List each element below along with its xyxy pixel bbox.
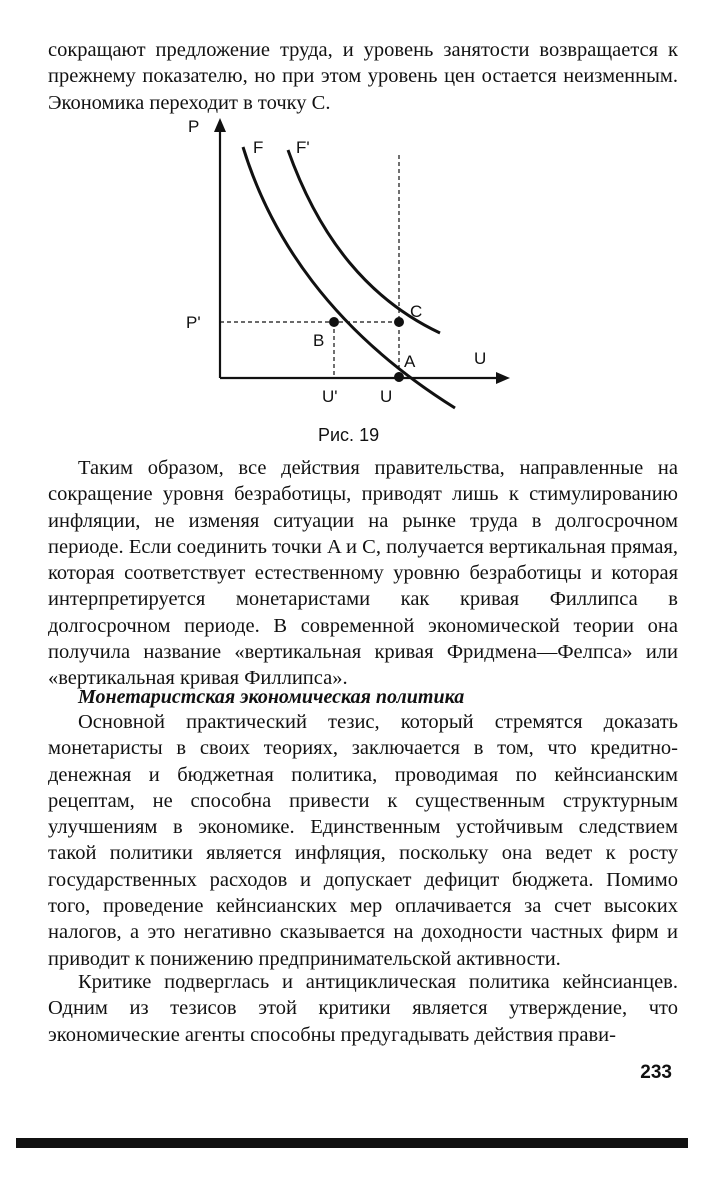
point-b-marker [329, 317, 339, 327]
paragraph-last: Критике подверглась и антициклическая политика кейнсианцев. Одним из тезисов этой критики является утверждение, что экономические агенты способны предугадывать действия прави- [48, 971, 678, 1046]
y-axis-arrow [214, 118, 226, 132]
paragraph-top: сокращают предложение труда, и уровень занятости возвращается к прежнему показателю, но при этом уровень цен остается неизменным. Экономика переходит в точку C. [48, 39, 678, 114]
x-axis-arrow [496, 372, 510, 384]
phillips-curve-figure [0, 0, 722, 450]
point-c-marker [394, 317, 404, 327]
paragraph-section: Основной практический тезис, который стремятся доказать монетаристы в своих теориях, заключается в том, что кредитно-денежная и бюджетная политика, проводимая по кейнсианским рецептам, не способна привести к существенным структурным улучшениям в экономике. Единственным устойчивым следствием такой политики является инфляция, поскольку она ведет к росту государственных расходов и допускает дефицит бюджета. Помимо того, проведение кейнсианских мер оплачивается за счет высоких налогов, а это негативно сказывается на доходности частных фирм и приводит к понижению предпринимательской активности. [48, 711, 678, 970]
paragraph-after-figure: Таким образом, все действия правительства, направленные на сокращение уровня безработицы, приводят лишь к стимулированию инфляции, не изменяя ситуации на рынке труда в долгосрочном периоде. Если соединить точки A и C, получается вертикальная прямая, которая соответствует естественному уровню безработицы и которая интерпретируется монетаристами как кривая Филлипса в долгосрочном периоде. В современной экономической теории она получила название «вертикальная кривая Фридмена—Фелпса» или «вертикальная кривая Филлипса». [48, 457, 678, 690]
point-b-label: B [313, 331, 325, 350]
figure-caption: Рис. 19 [318, 425, 380, 445]
y-axis-label: P [188, 117, 200, 136]
curve-f [243, 147, 455, 408]
section-heading: Монетаристская экономическая политика [78, 686, 465, 708]
u-label: U [380, 387, 393, 406]
page-number: 233 [640, 1062, 672, 1083]
p-prime-label: P' [186, 313, 201, 332]
curve-f-prime-label: F' [296, 138, 310, 157]
u-prime-label: U' [322, 387, 338, 406]
point-a-marker [394, 372, 404, 382]
bottom-rule [16, 1138, 688, 1148]
x-axis-label: U [474, 349, 487, 368]
point-a-label: A [404, 352, 416, 371]
curve-f-label: F [253, 138, 264, 157]
point-c-label: C [410, 302, 423, 321]
